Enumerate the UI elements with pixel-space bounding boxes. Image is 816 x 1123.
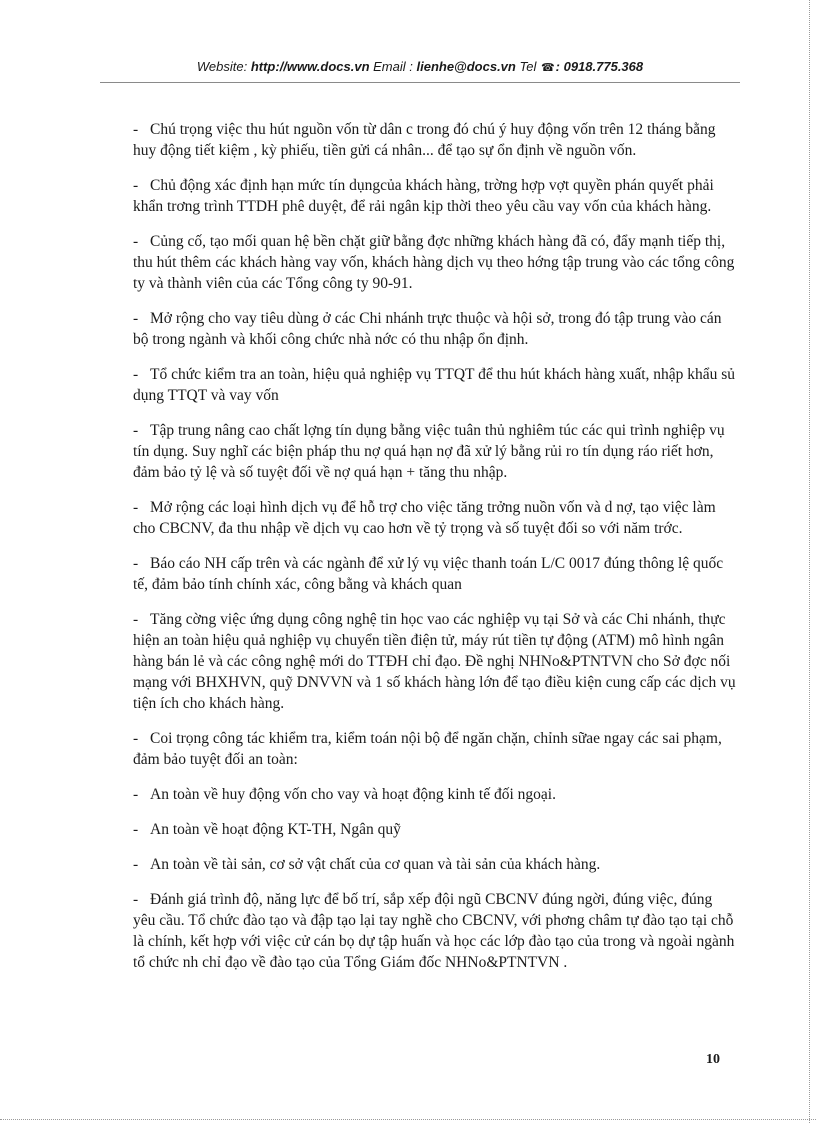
paragraph-text: Mở rộng cho vay tiêu dùng ở các Chi nhánh trực thuộc và hội sở, trong đó tập trung vào cán bộ trong ngành và khối công chức nhà nớc có thu nhập ổn định. bbox=[133, 310, 722, 348]
paragraph bbox=[133, 119, 738, 161]
paragraph bbox=[133, 364, 738, 406]
email-address[interactable]: lienhe@docs.vn bbox=[416, 59, 516, 74]
bullet-dash: - bbox=[133, 611, 139, 628]
paragraph bbox=[133, 819, 738, 840]
bullet-dash: - bbox=[133, 821, 139, 838]
document-body bbox=[133, 119, 738, 987]
email-label: Email : bbox=[369, 59, 417, 74]
bullet-dash: - bbox=[133, 856, 139, 873]
paragraph-text: Chú trọng việc thu hút nguồn vốn từ dân c trong đó chú ý huy động vốn trên 12 tháng bằng huy động tiết kiệm , kỳ phiếu, tiền gửi cá nhân... để tạo sự ổn định về nguồn vốn. bbox=[133, 121, 716, 159]
paragraph bbox=[133, 854, 738, 875]
bullet-dash: - bbox=[133, 366, 139, 383]
website-label: Website: bbox=[196, 59, 251, 74]
paragraph-text: An toàn về tài sản, cơ sở vật chất của cơ quan và tài sản của khách hàng. bbox=[150, 856, 601, 873]
paragraph bbox=[133, 420, 738, 483]
paragraph bbox=[133, 231, 738, 294]
paragraph-text: An toàn về huy động vốn cho vay và hoạt động kinh tế đối ngoại. bbox=[150, 786, 556, 803]
tel-label: Tel bbox=[515, 59, 540, 74]
telephone-icon: ☎ bbox=[540, 62, 555, 74]
bullet-dash: - bbox=[133, 310, 139, 327]
paragraph-text: Mở rộng các loại hình dịch vụ để hỗ trợ cho việc tăng trởng nuồn vốn và d nợ, tạo việc làm cho CBCNV, đa thu nhập về dịch vụ cao hơn về tỷ trọng và số tuyệt đối so với năm trớc. bbox=[133, 499, 716, 537]
paragraph bbox=[133, 553, 738, 595]
bullet-dash: - bbox=[133, 891, 139, 908]
page-number: 10 bbox=[706, 1052, 720, 1067]
paragraph-text: An toàn về hoạt động KT-TH, Ngân quỹ bbox=[150, 821, 401, 838]
bullet-dash: - bbox=[133, 233, 139, 250]
paragraph bbox=[133, 308, 738, 350]
paragraph bbox=[133, 175, 738, 217]
page-edge-right bbox=[809, 0, 810, 1123]
paragraph bbox=[133, 497, 738, 539]
paragraph bbox=[133, 609, 738, 714]
paragraph bbox=[133, 889, 738, 973]
paragraph-text: Đánh giá trình độ, năng lực để bố trí, sắp xếp đội ngũ CBCNV đúng ngời, đúng việc, đúng yêu cầu. Tổ chức đào tạo và đập tạo lại tay nghề cho CBCNV, với phơng châm tự đào tạo tại chỗ là chính, kết hợp với việc cử cán bọ dự tập huấn và học các lớp đào tạo của trong và ngoài ngành tổ chức nh chỉ đạo về đào tạo của Tổng Giám đốc NHNo&PTNTVN . bbox=[133, 891, 735, 971]
website-url[interactable]: http://www.docs.vn bbox=[250, 59, 370, 74]
bullet-dash: - bbox=[133, 555, 139, 572]
page-edge-bottom bbox=[0, 1119, 816, 1120]
paragraph-text: Tập trung nâng cao chất lợng tín dụng bằng việc tuân thủ nghiêm túc các qui trình nghiệp vụ tín dụng. Suy nghĩ các biện pháp thu nợ quá hạn nợ đã xử lý bằng rủi ro tín dụng ráo riết hơn, đảm bảo tỷ lệ và số tuyệt đối về nợ quá hạn + tăng thu nhập. bbox=[133, 422, 725, 481]
phone-number: : 0918.775.368 bbox=[555, 59, 644, 74]
bullet-dash: - bbox=[133, 121, 139, 138]
paragraph-text: Báo cáo NH cấp trên và các ngành để xử lý vụ việc thanh toán L/C 0017 đúng thông lệ quốc tế, đảm bảo tính chính xác, công bằng và khách quan bbox=[133, 555, 724, 593]
paragraph-text: Chủ động xác định hạn mức tín dụngcủa khách hàng, trờng hợp vợt quyền phán quyết phải khẩn trơng trình TTDH phê duyệt, để rải ngân kịp thời theo yêu cầu vay vốn của khách hàng. bbox=[133, 177, 714, 215]
page-header bbox=[100, 59, 740, 74]
paragraph-text: Củng cố, tạo mối quan hệ bền chặt giữ bằng đợc những khách hàng đã có, đẩy mạnh tiếp thị, thu hút thêm các khách hàng vay vốn, khách hàng dịch vụ theo hớng tập trung vào các tổng công ty và thành viên của các Tổng công ty 90-91. bbox=[133, 233, 735, 292]
bullet-dash: - bbox=[133, 730, 139, 747]
paragraph bbox=[133, 784, 738, 805]
paragraph bbox=[133, 728, 738, 770]
paragraph-text: Coi trọng công tác khiểm tra, kiểm toán nội bộ để ngăn chặn, chỉnh sữae ngay các sai phạm, đảm bảo tuyệt đối an toàn: bbox=[133, 730, 722, 768]
header-divider bbox=[100, 82, 740, 83]
paragraph-text: Tăng cờng việc ứng dụng công nghệ tin học vao các nghiệp vụ tại Sở và các Chi nhánh, thực hiện an toàn hiệu quả nghiệp vụ chuyển tiền điện tử, máy rút tiền tự động (ATM) mô hình ngân hàng bán lẻ và các công nghệ mới do TTĐH chỉ đạo. Đề nghị NHNo&PTNTVN cho Sở đợc nối mạng với BHXHVN, quỹ DNVVN và 1 số khách hàng lớn để tạo điều kiện cung cấp các dịch vụ tiện ích cho khách hàng. bbox=[133, 611, 736, 712]
bullet-dash: - bbox=[133, 422, 139, 439]
paragraph-text: Tổ chức kiểm tra an toàn, hiệu quả nghiệp vụ TTQT để thu hút khách hàng xuất, nhập khẩu sủ dụng TTQT và vay vốn bbox=[133, 366, 736, 404]
bullet-dash: - bbox=[133, 499, 139, 516]
bullet-dash: - bbox=[133, 786, 139, 803]
bullet-dash: - bbox=[133, 177, 139, 194]
